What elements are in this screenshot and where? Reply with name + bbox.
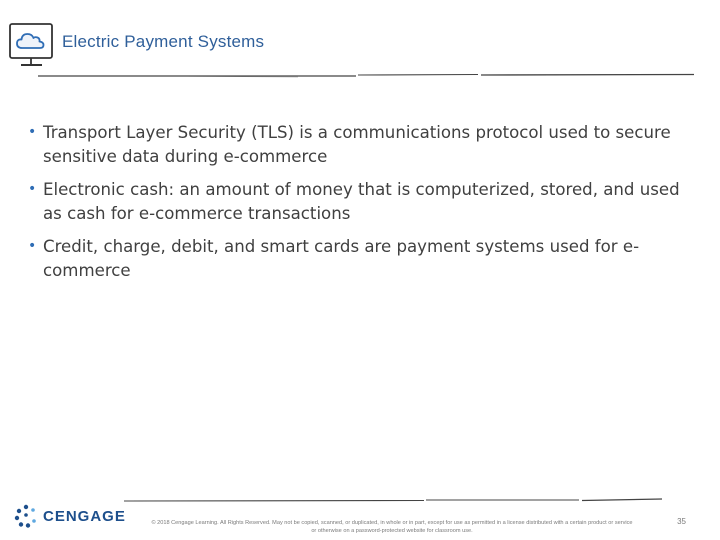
copyright-line: or otherwise on a password-protected website for classroom use. <box>311 528 473 534</box>
footer-divider <box>124 493 664 505</box>
copyright-line: © 2018 Cengage Learning. All Rights Reserved. May not be copied, scanned, or duplicated, in whole or in part, except for use as permitted in a license distributed with a certain product or service <box>151 520 633 526</box>
bullet-item <box>28 178 698 225</box>
bullet-list <box>28 121 698 292</box>
brand-name: CENGAGE <box>43 508 126 525</box>
cloud-monitor-icon <box>6 20 60 72</box>
copyright-notice <box>124 519 660 535</box>
bullet-marker: • <box>28 181 37 197</box>
slide-title: Electric Payment Systems <box>62 32 265 51</box>
page-number: 35 <box>677 517 686 526</box>
bullet-marker: • <box>28 124 37 140</box>
bullet-text: Credit, charge, debit, and smart cards are payment systems used for e-commerce <box>43 237 640 280</box>
bullet-text: Transport Layer Security (TLS) is a communications protocol used to secure sensitive data during e-commerce <box>43 123 671 166</box>
bullet-marker: • <box>28 238 37 254</box>
bullet-text: Electronic cash: an amount of money that is computerized, stored, and used as cash for e-commerce transactions <box>43 180 680 223</box>
brand-logo <box>14 502 124 532</box>
bullet-item <box>28 235 698 282</box>
cengage-logo-icon <box>14 504 38 528</box>
header-divider <box>38 68 698 82</box>
bullet-item <box>28 121 698 168</box>
